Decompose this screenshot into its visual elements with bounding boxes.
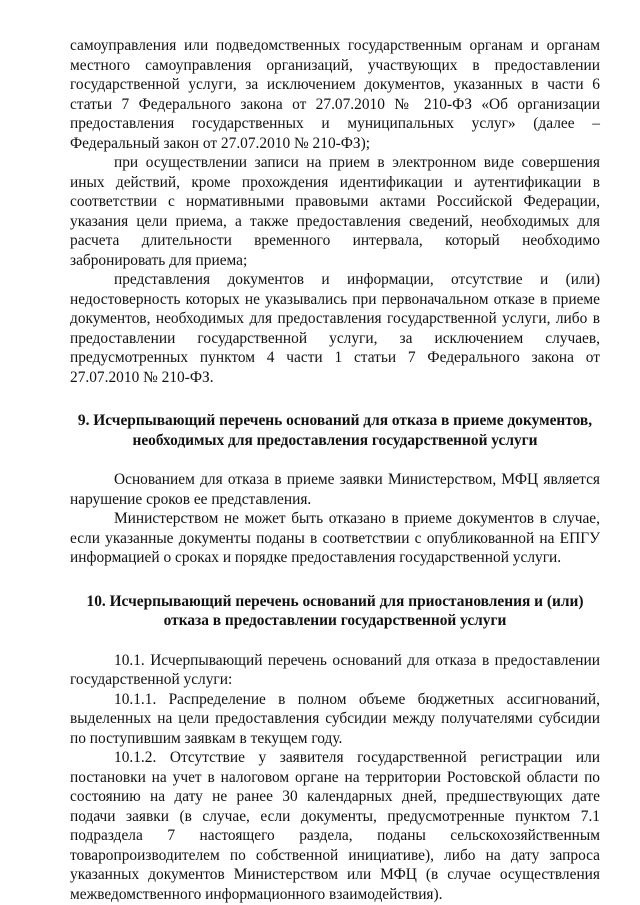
section-9-paragraph-1: Основанием для отказа в приеме заявки Министерством, МФЦ является нарушение сроков ее представления.	[70, 471, 600, 508]
section-10-paragraph-2: 10.1.1. Распределение в полном объеме бюджетных ассигнований, выделенных на цели предоставления субсидии между получателями субсидии по поступившим заявкам в текущем году.	[70, 690, 600, 747]
section-9-heading: 9. Исчерпывающий перечень оснований для отказа в приеме документов, необходимых для предоставления государственной услуги	[77, 412, 593, 449]
intro-paragraph-1: самоуправления или подведомственных государственным органам и органам местного самоуправления организаций, участвующих в предоставлении государственной услуги, за исключением документов, указанных в части 6 статьи 7 Федерального закона от 27.07.2010 № 210-ФЗ «Об организации предоставления государственных и муниципальных услуг» (далее – Федеральный закон от 27.07.2010 № 210-ФЗ);	[70, 37, 600, 152]
section-10-paragraph-3: 10.1.2. Отсутствие у заявителя государственной регистрации или постановки на учет в налоговом органе на территории Ростовской области по состоянию на дату не ранее 30 календарных дней, предшествующих дате подачи заявки (в случае, если документы, предусмотренные пунктом 7.1 подраздела 7 настоящего раздела, поданы сельскохозяйственным товаропроизводителем по собственной инициативе), либо на дату запроса указанных документов Министерством или МФЦ (в случае осуществления межведомственного информационного взаимодействия).	[70, 749, 600, 903]
section-9-paragraph-2: Министерством не может быть отказано в приеме документов в случае, если указанные документы поданы в соответствии с опубликованной на ЕПГУ информацией о сроках и порядке предоставления государственной услуги.	[70, 510, 600, 566]
section-10-paragraph-1: 10.1. Исчерпывающий перечень оснований для отказа в предоставлении государственной услуги:	[70, 651, 600, 688]
intro-paragraph-3: представления документов и информации, отсутствие и (или) недостоверность которых не указывались при первоначальном отказе в приеме документов, необходимых для предоставления государственной услуги, либо в предоставлении государственной услуги, за исключением случаев, предусмотренных пунктом 4 части 1 статьи 7 Федерального закона от 27.07.2010 № 210-ФЗ.	[70, 271, 600, 386]
intro-paragraph-2: при осуществлении записи на прием в электронном виде совершения иных действий, кроме прохождения идентификации и аутентификации в соответствии с нормативными правовыми актами Российской Федерации, указания цели приема, а также предоставления сведений, необходимых для расчета длительности временного интервала, который необходимо забронировать для приема;	[70, 154, 600, 269]
section-10-heading: 10. Исчерпывающий перечень оснований для приостановления и (или) отказа в предоставлении государственной услуги	[86, 592, 584, 629]
